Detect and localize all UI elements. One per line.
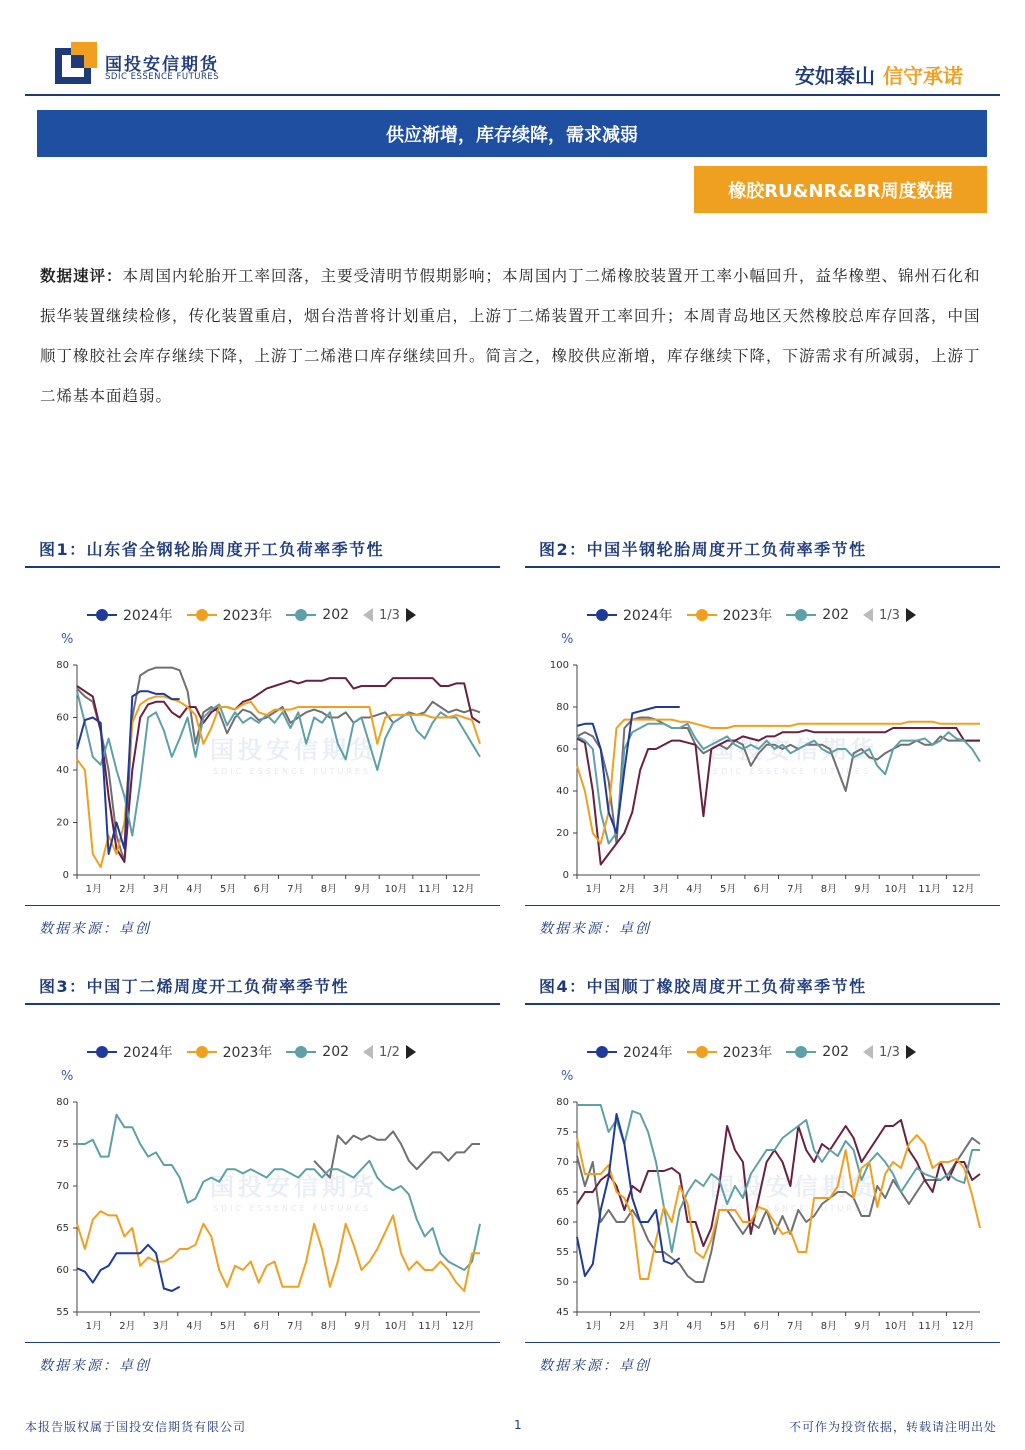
watermark: 国投安信期货 [210,1173,378,1201]
summary-text: 本周国内轮胎开工率回落，主要受清明节假期影响；本周国内丁二烯橡胶装置开工率小幅回升，益华橡塑、锦州石化和振华装置继续检修，传化装置重启，烟台浩普将计划重启，上游丁二烯装置开工率回升；本周青岛地区天然橡胶总库存回落，中国顺丁橡胶社会库存继续下降，上游丁二烯港口库存继续回升。简言之，橡胶供应渐增，库存继续下降，下游需求有所减弱，上游丁二烯基本面趋弱。 [40,267,981,405]
legend-item[interactable] [87,1042,173,1062]
watermark: 国投安信期货 [710,736,878,764]
legend-next-icon[interactable] [406,608,416,622]
y-tick-label: 65 [556,1187,569,1198]
x-tick-label: 2月 [119,884,136,895]
x-tick-label: 1月 [585,1321,602,1332]
watermark-en: SDIC ESSENCE FUTURES [713,1204,872,1213]
series-line [77,1245,180,1291]
legend-item[interactable] [786,607,849,623]
legend-label: 202 [322,607,350,623]
legend-item[interactable] [587,605,673,625]
figure-1-title-rule [25,566,500,568]
figure-2-legend [587,605,916,625]
x-tick-label: 6月 [253,1321,270,1332]
legend-label: 2024年 [623,608,673,624]
legend-label: 202 [822,607,850,623]
legend-item[interactable] [187,1042,273,1062]
y-tick-label: 60 [556,744,569,755]
series-line [577,1114,680,1276]
summary-lead: 数据速评： [40,266,123,285]
legend-next-icon[interactable] [906,608,916,622]
x-tick-label: 5月 [219,884,237,895]
y-tick-label: 80 [56,1097,69,1108]
series-line [77,691,180,854]
legend-pager [863,1045,916,1060]
legend-swatch [187,1046,217,1058]
y-tick-label: 40 [556,786,569,797]
y-tick-label: 20 [556,828,569,839]
x-tick-label: 1月 [85,884,102,895]
figure-3-unit: % [61,1069,74,1084]
x-tick-label: 1月 [585,884,602,895]
x-tick-label: 7月 [287,1321,304,1332]
y-tick-label: 80 [56,660,69,671]
legend-label: 2023年 [722,1045,773,1061]
x-tick-label: 12月 [451,884,475,895]
logo-subtext: SDIC ESSENCE FUTURES [105,72,220,82]
figure-4-legend [587,1042,916,1062]
legend-pager [363,608,416,623]
legend-swatch [687,609,717,621]
series-line [577,707,680,833]
x-tick-label: 10月 [384,884,408,895]
legend-label: 202 [822,1044,850,1060]
x-tick-label: 11月 [918,1321,941,1332]
x-tick-label: 11月 [418,1321,441,1332]
x-tick-label: 12月 [951,1321,975,1332]
legend-page-indicator: 1/3 [879,1044,900,1060]
figure-4-unit: % [561,1069,574,1084]
y-tick-label: 0 [562,870,569,881]
figure-1-source: 数据来源：卓创 [39,921,151,937]
y-tick-label: 55 [56,1307,69,1318]
figure-4-source: 数据来源：卓创 [539,1358,651,1374]
legend-next-icon[interactable] [906,1045,916,1059]
x-tick-label: 1月 [85,1321,102,1332]
legend-item[interactable] [587,1042,673,1062]
y-tick-label: 75 [556,1127,569,1138]
x-tick-label: 6月 [753,884,770,895]
legend-label: 2024年 [623,1045,673,1061]
y-tick-label: 0 [62,870,69,881]
figure-4-title: 图4：中国顺丁橡胶周度开工负荷率季节性 [539,977,867,996]
x-tick-label: 2月 [619,884,636,895]
x-tick-label: 9月 [854,1321,871,1332]
legend-swatch [786,609,816,621]
footer-copyright: 本报告版权属于国投安信期货有限公司 [25,1420,247,1434]
x-tick-label: 3月 [152,1321,170,1332]
x-tick-label: 5月 [719,1321,737,1332]
legend-swatch [87,1046,117,1058]
legend-page-indicator: 1/2 [379,1044,400,1060]
figure-3-source: 数据来源：卓创 [39,1358,151,1374]
x-tick-label: 6月 [753,1321,770,1332]
x-tick-label: 11月 [918,884,941,895]
x-tick-label: 8月 [820,884,838,895]
legend-page-indicator: 1/3 [379,607,400,623]
logo-icon [55,42,97,84]
watermark: 国投安信期货 [710,1173,878,1201]
legend-swatch [286,609,316,621]
legend-label: 2023年 [222,608,273,624]
x-tick-label: 11月 [418,884,441,895]
y-tick-label: 45 [556,1307,569,1318]
x-tick-label: 10月 [884,1321,908,1332]
figure-2-bottom-rule [525,905,1000,906]
legend-page-indicator: 1/3 [879,607,900,623]
x-tick-label: 7月 [787,1321,804,1332]
summary-paragraph [40,256,985,416]
legend-swatch [286,1046,316,1058]
legend-item[interactable] [786,1044,849,1060]
x-tick-label: 6月 [253,884,270,895]
x-tick-label: 3月 [652,1321,670,1332]
y-tick-label: 100 [549,660,569,671]
x-tick-label: 7月 [287,884,304,895]
legend-item[interactable] [187,605,273,625]
x-tick-label: 8月 [820,1321,838,1332]
figure-2-title: 图2：中国半钢轮胎周度开工负荷率季节性 [539,540,867,559]
x-tick-label: 8月 [320,1321,338,1332]
x-tick-label: 9月 [854,884,871,895]
y-tick-label: 60 [556,1217,569,1228]
report-category-tag: 橡胶RU&NR&BR周度数据 [694,166,987,213]
slogan-part-2: 信守承诺 [883,64,963,88]
x-tick-label: 3月 [652,884,670,895]
figure-1-bottom-rule [25,905,500,906]
y-tick-label: 60 [56,712,69,724]
y-tick-label: 70 [56,1181,69,1192]
figure-3-title-rule [25,1003,500,1005]
x-tick-label: 5月 [219,1321,237,1332]
y-tick-label: 80 [556,702,569,713]
x-tick-label: 5月 [719,884,737,895]
report-title-banner: 供应渐增，库存续降，需求减弱 [37,110,987,157]
x-tick-label: 4月 [686,1321,703,1332]
y-tick-label: 75 [56,1139,69,1150]
x-tick-label: 4月 [186,1321,203,1332]
legend-label: 2024年 [123,608,173,624]
slogan [795,60,963,89]
y-tick-label: 70 [556,1157,569,1168]
figure-3-title: 图3：中国丁二烯周度开工负荷率季节性 [39,977,350,996]
y-tick-label: 40 [56,765,69,776]
legend-prev-icon[interactable] [363,608,373,622]
legend-label: 2023年 [722,608,773,624]
legend-item[interactable] [286,607,349,623]
slogan-part-1: 安如泰山 [795,64,875,88]
x-tick-label: 4月 [686,884,703,895]
watermark-en: SDIC ESSENCE FUTURES [213,1204,372,1213]
figure-2-unit: % [561,632,574,647]
legend-item[interactable] [687,605,773,625]
legend-swatch [587,609,617,621]
header-divider [25,94,1000,96]
legend-prev-icon[interactable] [863,1045,873,1059]
legend-swatch [187,609,217,621]
legend-label: 2024年 [123,1045,173,1061]
legend-label: 202 [322,1044,350,1060]
legend-pager [363,1045,416,1060]
logo-text: 国投安信期货 [105,55,219,75]
watermark: 国投安信期货 [210,736,378,764]
x-tick-label: 4月 [186,884,203,895]
figure-4-bottom-rule [525,1342,1000,1343]
x-tick-label: 2月 [119,1321,136,1332]
x-tick-label: 3月 [152,884,170,895]
watermark-en: SDIC ESSENCE FUTURES [213,767,372,776]
x-tick-label: 10月 [884,884,908,895]
x-tick-label: 8月 [320,884,338,895]
y-tick-label: 65 [56,1223,69,1234]
legend-pager [863,608,916,623]
y-tick-label: 20 [56,817,69,829]
page-number: 1 [514,1418,522,1432]
legend-swatch [786,1046,816,1058]
y-tick-label: 80 [556,1097,569,1108]
figure-4-title-rule [525,1003,1000,1005]
legend-item[interactable] [286,1044,349,1060]
legend-swatch [587,1046,617,1058]
legend-label: 2023年 [222,1045,273,1061]
legend-prev-icon[interactable] [363,1045,373,1059]
figure-2-title-rule [525,566,1000,568]
legend-swatch [87,609,117,621]
x-tick-label: 9月 [354,1321,371,1332]
x-tick-label: 9月 [354,884,371,895]
figure-3-bottom-rule [25,1342,500,1343]
footer-disclaimer: 不可作为投资依据，转载请注明出处 [788,1420,997,1434]
figure-1-title: 图1：山东省全钢轮胎周度开工负荷率季节性 [39,540,385,559]
legend-swatch [687,1046,717,1058]
legend-prev-icon[interactable] [863,608,873,622]
figure-1-unit: % [61,632,74,647]
legend-next-icon[interactable] [406,1045,416,1059]
x-tick-label: 12月 [951,884,975,895]
x-tick-label: 2月 [619,1321,636,1332]
x-tick-label: 10月 [384,1321,408,1332]
legend-item[interactable] [87,605,173,625]
legend-item[interactable] [687,1042,773,1062]
series-line [77,1211,480,1291]
figure-3-legend [87,1042,416,1062]
figure-2-source: 数据来源：卓创 [539,921,651,937]
figure-1-legend [87,605,416,625]
watermark-en: SDIC ESSENCE FUTURES [713,767,872,776]
x-tick-label: 12月 [451,1321,475,1332]
y-tick-label: 55 [556,1247,569,1258]
series-line [77,697,480,868]
y-tick-label: 60 [56,1265,69,1276]
y-tick-label: 50 [556,1277,569,1288]
x-tick-label: 7月 [787,884,804,895]
